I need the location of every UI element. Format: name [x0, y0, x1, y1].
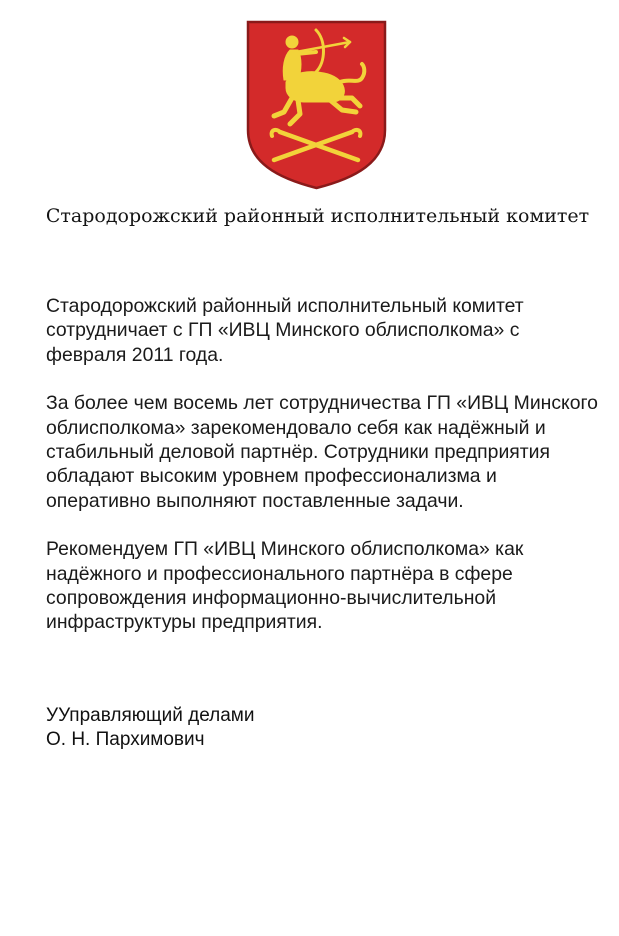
coat-of-arms-emblem — [246, 20, 387, 190]
signature-block — [46, 704, 586, 752]
signatory-name: О. Н. Пархимович — [46, 729, 205, 750]
organization-title: Стародорожский районный исполнительный комитет — [45, 205, 590, 227]
paragraph-partner-assessment: За более чем восемь лет сотрудничества ГП «ИВЦ Минского облисполкома» зарекомендовало себя как надёжный и стабильный деловой партнёр. Сотрудники предприятия обладают высоким уровнем профессионализма и оперативно выполняют поставленные задачи. — [46, 392, 598, 512]
paragraph-cooperation-since: Стародорожский районный исполнительный комитет сотрудничает с ГП «ИВЦ Минского облисполкома» с февраля 2011 года. — [46, 295, 524, 366]
letter-body — [46, 294, 601, 659]
signatory-position: УУправляющий делами — [46, 705, 255, 726]
paragraph-recommendation: Рекомендуем ГП «ИВЦ Минского облисполкома» как надёжного и профессионального партнёра в сфере сопровождения информационно-вычислительной инфраструктуры предприятия. — [46, 538, 524, 634]
coat-of-arms-centaur-archer-icon — [246, 20, 387, 190]
